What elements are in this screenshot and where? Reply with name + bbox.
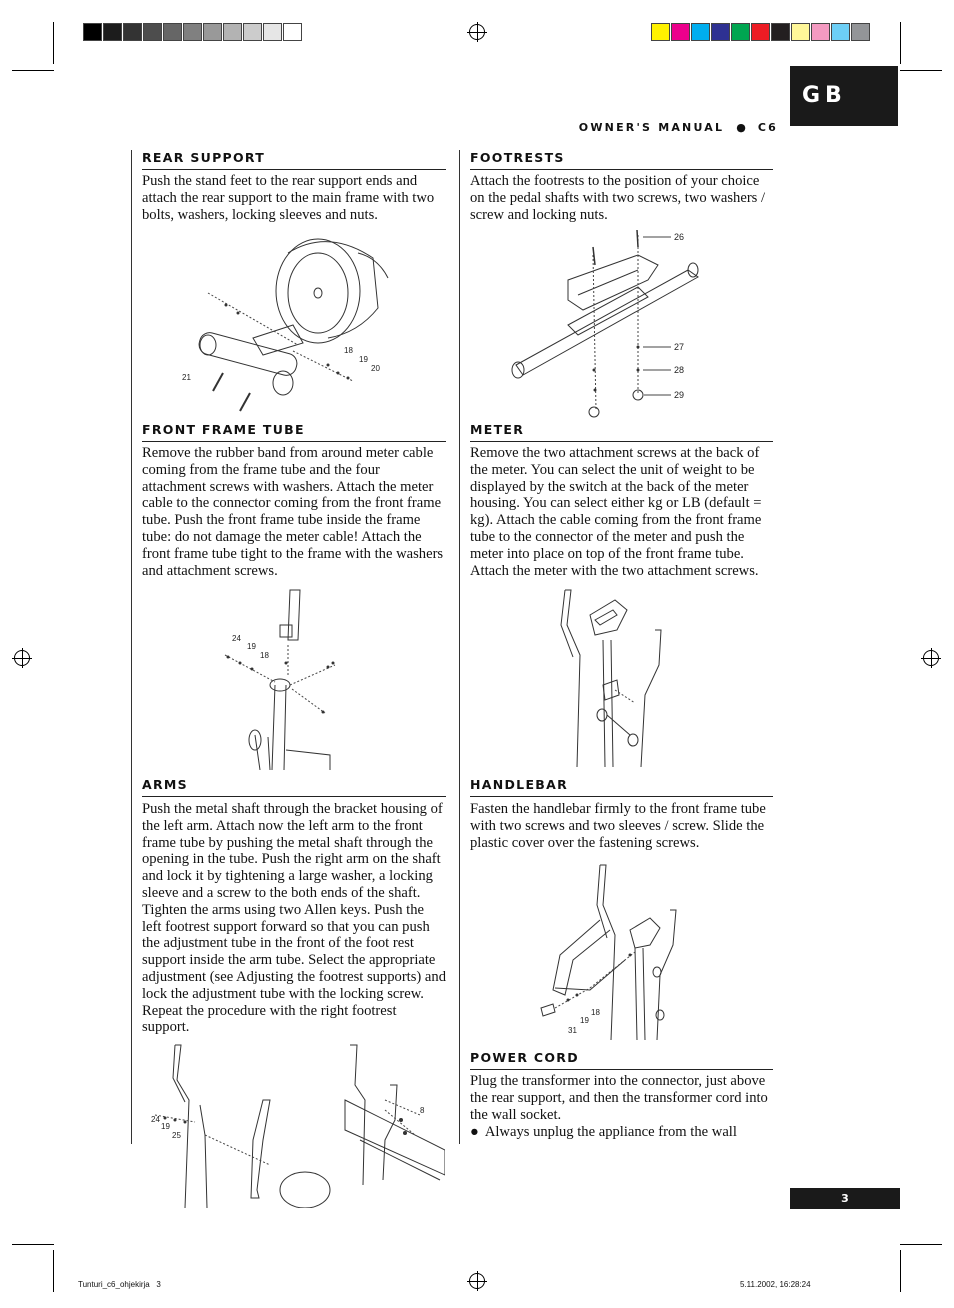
callout-label: 29 [674,390,685,400]
rear-support-text: Push the stand feet to the rear support ends and attach the rear support to the main frame with two bolts, washers, locking sleeves and nuts. [142,173,435,223]
color-swatch [691,23,710,41]
column-divider [131,150,132,1144]
bullet-icon: ● [736,121,746,134]
page-number-box [790,1188,900,1209]
color-swatch [223,23,242,41]
model-name: C6 [757,121,778,134]
handlebar-figure [535,860,690,1040]
section-heading-arms: ARMS [142,777,446,797]
color-swatch [811,23,830,41]
column-divider [459,150,460,1144]
color-swatch [143,23,162,41]
color-swatch [671,23,690,41]
registration-mark-icon [923,650,939,666]
page-number: 3 [841,1192,849,1205]
callout-label: 19 [359,355,368,364]
running-header [560,121,778,134]
callout-label: 31 [568,1026,577,1035]
section-heading-rear-support: REAR SUPPORT [142,150,446,170]
rear-support-figure [178,233,396,415]
callout-label: 24 [232,634,241,643]
color-swatch [651,23,670,41]
registration-mark-icon [14,650,30,666]
color-swatch [751,23,770,41]
color-swatch [771,23,790,41]
handlebar-text: Fasten the handlebar firmly to the front frame tube with two screws and two sleeves / screw. Slide the plastic cover over the fastening screws. [470,801,766,851]
section-heading-handlebar: HANDLEBAR [470,777,773,797]
registration-mark-icon [469,24,485,40]
registration-mark-icon [469,1273,485,1289]
callout-label: 19 [161,1122,170,1131]
footrests-text: Attach the footrests to the position of your choice on the pedal shafts with two screws, two washers / screw and locking nuts. [470,173,766,223]
callout-label: 28 [674,365,685,375]
color-swatch [203,23,222,41]
meter-text: Remove the two attachment screws at the back of the meter. You can select the unit of weight to be displayed by the switch at the back of the meter housing. You can select either kg or LB (default = kg). Attach the cable coming from the front frame tube to the connector of the meter and push the meter into place on top of the front frame tube. Attach the meter with the two attachment screws. [470,445,762,579]
manual-title: OWNER'S MANUAL [578,121,725,134]
color-swatch [123,23,142,41]
color-swatch [731,23,750,41]
color-swatch [243,23,262,41]
color-swatch [791,23,810,41]
section-heading-footrests: FOOTRESTS [470,150,773,170]
color-swatch [831,23,850,41]
section-heading-meter: METER [470,422,773,442]
color-swatch [103,23,122,41]
callout-label: 8 [420,1106,425,1115]
arms-figure [145,1040,445,1208]
section-heading-front-frame-tube: FRONT FRAME TUBE [142,422,446,442]
callout-label: 18 [591,1008,600,1017]
language-tab-label: GB [802,83,847,108]
meter-figure [555,585,675,767]
color-swatch [283,23,302,41]
callout-label: 18 [260,651,269,660]
front-frame-tube-figure [220,585,346,770]
footer-timestamp: 5.11.2002, 16:28:24 [740,1280,811,1289]
callout-label: 20 [371,364,380,373]
callout-label: 19 [580,1016,589,1025]
color-swatch [163,23,182,41]
front-frame-tube-text: Remove the rubber band from around meter cable coming from the frame tube and the four attachment screws with washers. Attach the meter cable to the connector coming from the front frame tube. Push the front frame tube inside the frame tube: do not damage the meter cable! Attach the front frame tube tight to the frame with the washers and attachment screws. [142,445,444,579]
callout-label: 27 [674,342,685,352]
callout-label: 26 [674,232,685,242]
section-heading-power-cord: POWER CORD [470,1050,773,1070]
callout-label: 24 [151,1115,160,1124]
color-swatch [711,23,730,41]
color-swatch [263,23,282,41]
callout-label: 18 [344,346,353,355]
color-swatch [83,23,102,41]
footrests-figure [508,225,708,420]
callout-label: 21 [182,373,191,382]
power-cord-bullet [470,1124,773,1141]
power-cord-text: Plug the transformer into the connector, just above the rear support, and then the transformer cord into the wall socket. [470,1073,768,1123]
callout-label: 19 [247,642,256,651]
arms-text: Push the metal shaft through the bracket housing of the left arm. Attach now the left arm to the front frame tube by pushing the metal shaft through the opening in the tube. Push the right arm on the shaft and lock it by tightening a large washer, a locking sleeve and a screw to the both ends of the shaft. Tighten the arms using two Allen keys. Push the left footrest support forward so that you can push the adjustment tube in the front of the foot rest support inside the arm tube. Select the appropriate adjustment (see Adjusting the footrest supports) and lock the adjustment tube with the locking screw. Repeat the procedure with the right footrest support. [142,801,446,1036]
callout-label: 25 [172,1131,181,1140]
color-swatch [851,23,870,41]
bullet-icon: ● [470,1124,479,1140]
language-tab [790,66,898,126]
footer-filename: Tunturi_c6_ohjekirja 3 [78,1280,161,1289]
color-swatch [183,23,202,41]
bullet-text: Always unplug the appliance from the wall [484,1124,737,1140]
